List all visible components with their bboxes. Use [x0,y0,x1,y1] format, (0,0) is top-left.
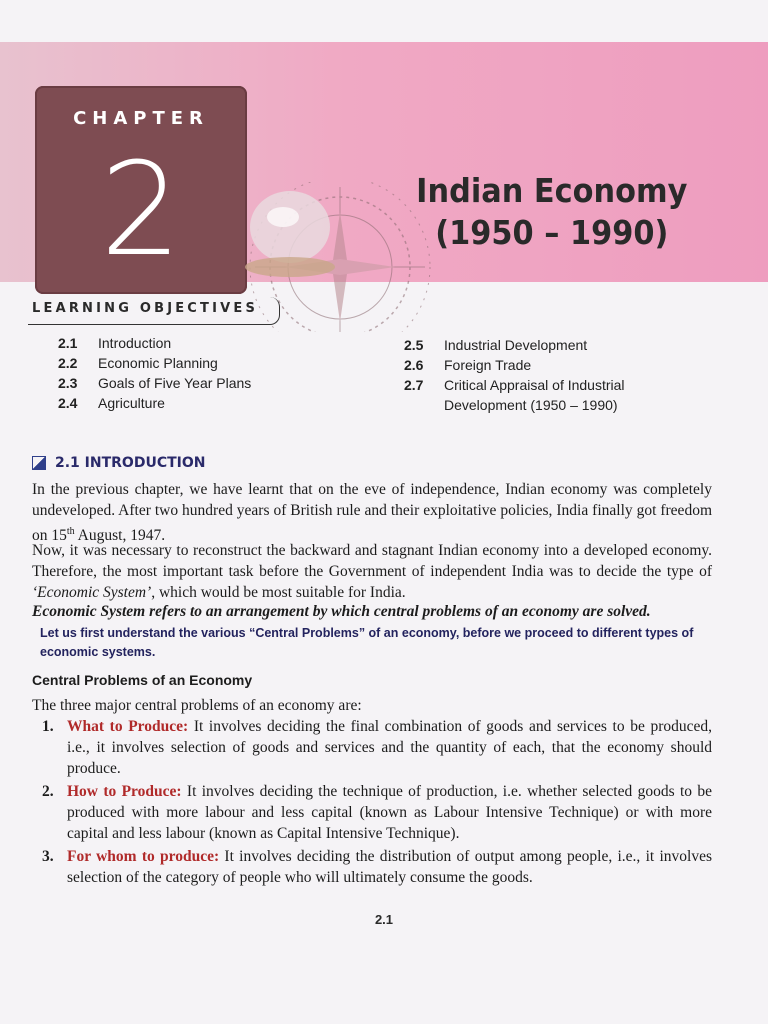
objective-text: Critical Appraisal of Industrial Development (1950 – 1990) [444,377,625,413]
chapter-banner [0,42,768,285]
problem-title: For whom to produce: [67,848,220,865]
objective-number: 2.5 [404,337,424,353]
objective-number: 2.7 [404,377,424,393]
section-heading [32,455,205,471]
definition-text: Economic System refers to an arrangement by which central problems of an economy are solved. [32,603,651,620]
objective-item [404,355,684,375]
chapter-title-line1: Indian Economy [416,171,688,210]
objective-item [404,375,684,415]
objectives-right-column [404,335,684,415]
list-body [67,716,712,779]
paragraph-intro [32,479,712,546]
chapter-title-line2: (1950 – 1990) [435,213,669,252]
list-item [42,781,712,844]
objective-text: Goals of Five Year Plans [98,375,252,391]
list-item [42,846,712,888]
paragraph-text: In the previous chapter, we have learnt that on the eve of independence, Indian economy was completely undeveloped. After two hundred years of British rule and their exploitative policies, India finally got freedom on 15 [32,481,712,545]
note-text: Let us first understand the various “Central Problems” of an economy, before we proceed to different types of economic systems. [40,626,694,659]
chapter-box [35,86,247,294]
superscript: th [66,526,75,537]
learning-objectives-heading [28,297,280,325]
emphasis-text: ‘Economic System’ [32,584,152,601]
objective-text: Economic Planning [98,355,218,371]
chapter-number: 2 [100,136,182,285]
objective-number: 2.3 [58,375,78,391]
objective-number: 2.2 [58,355,78,371]
objective-item [58,333,338,353]
list-body [67,781,712,844]
list-number: 2. [42,783,54,800]
problem-text: It involves deciding the technique of production, i.e. whether selected goods to be produced with more labour and less capital (known as Labour Intensive Technique) or with more capital and less labour (known as Capital Intensive Technique). [67,783,712,842]
paragraph-reconstruct [32,540,712,603]
objective-text: Foreign Trade [444,357,532,373]
objective-number: 2.6 [404,357,424,373]
learning-objectives-label: LEARNING OBJECTIVES [32,301,259,316]
paragraph-problems-intro: The three major central problems of an economy are: [32,697,362,714]
objective-text: Industrial Development [444,337,588,353]
section-heading-text: 2.1 INTRODUCTION [55,455,206,471]
objective-text: Introduction [98,335,172,351]
problem-title: What to Produce: [67,718,189,735]
subheading: Central Problems of an Economy [32,672,253,688]
objective-text: Agriculture [98,395,165,411]
problem-text: It involves deciding the final combination of goods and services to be produced, i.e., it involves selection of goods and services and the quantity of each, that the economy should produce. [67,718,712,777]
paragraph-text: August, 1947. [74,527,166,545]
objective-number: 2.4 [58,395,78,411]
list-number: 3. [42,848,54,865]
list-body [67,846,712,888]
page-number: 2.1 [374,912,394,927]
problems-list [42,716,712,890]
objectives-left-column [58,333,338,413]
objective-item [58,373,338,393]
objective-item [58,353,338,373]
chapter-label: CHAPTER [73,108,209,129]
triangle-icon [32,456,46,470]
objective-number: 2.1 [58,335,78,351]
paragraph-text: , which would be most suitable for India. [151,584,406,601]
paragraph-text: Now, it was necessary to reconstruct the backward and stagnant Indian economy into a developed economy. Therefore, the most important task before the Government of independent India was to decide the type of [32,542,712,580]
chapter-title [400,170,704,254]
objective-item [58,393,338,413]
list-item [42,716,712,779]
problem-title: How to Produce: [67,783,182,800]
objective-item [404,335,684,355]
problem-text: It involves deciding the distribution of output among people, i.e., it involves selection of the category of people who will ultimately consume the goods. [67,848,712,886]
list-number: 1. [42,718,54,735]
